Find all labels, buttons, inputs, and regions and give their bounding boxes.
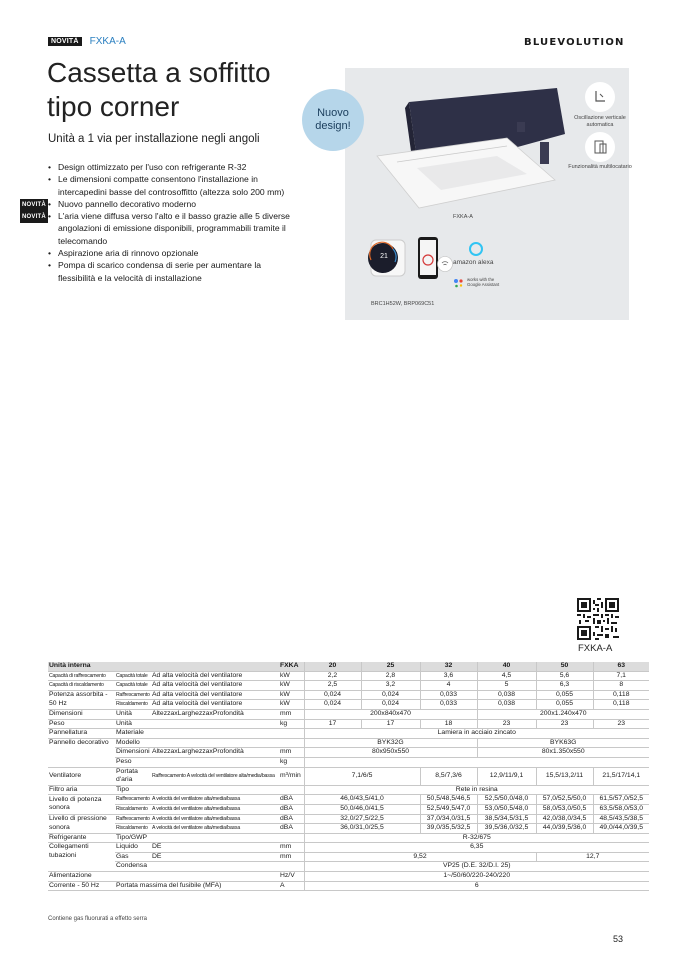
cell-value: 37,0/34,0/31,5: [420, 814, 477, 824]
cell-value: 48,5/43,5/38,5: [593, 814, 649, 824]
header-label: Unità interna: [48, 662, 279, 671]
novita-badge: • NOVITÀ: [20, 211, 48, 223]
row-unit: dBA: [279, 804, 304, 814]
table-row: [48, 738, 649, 748]
table-row: [48, 729, 649, 739]
cell-value: 21,5/17/14,1: [593, 767, 649, 785]
table-row: [48, 881, 649, 891]
qr-code[interactable]: [577, 598, 619, 640]
cell-value: 63,5/58,0/53,0: [593, 804, 649, 814]
row-cond: Capacità totale: [115, 681, 151, 691]
cell-value: VP25 (D.E. 32/D.I. 25): [304, 862, 649, 872]
cell-value: 18: [420, 719, 477, 729]
cell-value: 1~/50/60/220-240/220: [304, 872, 649, 882]
table-row: [48, 785, 649, 795]
page-number: 53: [613, 934, 624, 944]
table-row: [48, 709, 649, 719]
header-row: [48, 36, 126, 47]
cell-value: BYK32G: [304, 738, 477, 748]
table-row: [48, 843, 649, 853]
cell-value: 0,038: [477, 690, 536, 700]
row-sub1: Unità: [115, 719, 151, 729]
row-sub: A velocità del ventilatore alta/media/bassa: [151, 795, 279, 805]
list-item: [48, 247, 293, 259]
row-unit: mm: [279, 843, 304, 853]
row-unit: Hz/V: [279, 872, 304, 882]
table-row: [48, 833, 649, 843]
row-unit: A: [279, 881, 304, 891]
row-group: Pannellatura: [48, 729, 115, 739]
cell-value: 23: [536, 719, 593, 729]
cell-value: 23: [477, 719, 536, 729]
table-row: [48, 700, 649, 710]
table-row: [48, 824, 649, 834]
cell-value: 58,0/53,0/50,5: [536, 804, 593, 814]
multi-tenant-icon: [585, 132, 615, 162]
novita-badge: • NOVITÀ: [20, 199, 48, 211]
qr-label: FXKA-A: [578, 643, 613, 654]
row-group: Ventilatore: [48, 767, 115, 785]
row-unit: mm: [279, 709, 304, 719]
row-unit: dBA: [279, 824, 304, 834]
row-sub1: Portata d'aria: [115, 767, 151, 785]
row-group: Refrigerante: [48, 833, 115, 843]
cell-value: 53,0/50,5/48,0: [477, 804, 536, 814]
cell-value: 0,033: [420, 700, 477, 710]
cell-value: 0,033: [420, 690, 477, 700]
list-item-text: Aspirazione aria di rinnovo opzionale: [58, 248, 199, 259]
cell-value: Lamiera in acciaio zincato: [304, 729, 649, 739]
cell-value: 4: [420, 681, 477, 691]
row-cond: Raffrescamento: [115, 690, 151, 700]
row-sub2: DE: [151, 843, 279, 853]
controllers-caption: BRC1H52W, BRP069C51: [371, 301, 435, 307]
cell-value: 6: [304, 881, 649, 891]
row-unit: kg: [279, 757, 304, 767]
header-model: FXKA: [279, 662, 304, 671]
row-group: Alimentazione: [48, 872, 279, 882]
cell-value: Rete in resina: [304, 785, 649, 795]
cell-value: R-32/675: [304, 833, 649, 843]
row-group: Peso: [48, 719, 115, 729]
row-group: Livello di potenza sonora: [48, 795, 115, 814]
row-sub2: A velocità del ventilatore alta/media/bassa: [186, 772, 275, 779]
row-group: Corrente - 50 Hz: [48, 881, 115, 891]
cell-value: 23: [593, 719, 649, 729]
cassette-unit-illustration: [357, 82, 567, 212]
row-unit: kW: [279, 681, 304, 691]
cell-value: 0,024: [361, 700, 420, 710]
feature-list: [22, 161, 293, 284]
row-unit: m³/min: [279, 767, 304, 785]
row-cond: Riscaldamento: [115, 824, 151, 834]
cell-value: 8: [593, 681, 649, 691]
cell-value: 36,0/31,0/25,5: [304, 824, 420, 834]
row-sub: Ad alta velocità del ventilatore: [151, 700, 279, 710]
table-row: [48, 757, 649, 767]
cell-value: 0,118: [593, 700, 649, 710]
list-item: [48, 161, 293, 173]
row-cond: Raffrescamento: [115, 814, 151, 824]
list-item-text: Le dimensioni compatte consentono l'installazione in intercapedini basse del controsoffitto (altezza solo 200 mm): [58, 174, 285, 197]
cell-value: 2,5: [304, 681, 361, 691]
thermostat-display: 21: [380, 253, 388, 260]
google-assistant-icon: [453, 278, 465, 288]
list-item: [48, 259, 293, 284]
header-col: 63: [593, 662, 649, 671]
novita-badge: NOVITÀ: [48, 37, 82, 46]
feature-label-swing: Oscillazione verticale automatica: [574, 115, 626, 128]
list-item-text: Design ottimizzato per l'uso con refrigerante R-32: [58, 162, 247, 172]
model-code: FXKA-A: [89, 36, 126, 47]
row-sub2: DE: [151, 852, 279, 862]
cell-value: 50,5/48,5/46,5: [420, 795, 477, 805]
header-col: 32: [420, 662, 477, 671]
cell-value: 12,9/11/9,1: [477, 767, 536, 785]
table-row: [48, 767, 649, 785]
cell-value: 61,5/57,0/52,5: [593, 795, 649, 805]
cell-value: 4,5: [477, 671, 536, 681]
row-sub1: Liquido: [115, 843, 151, 853]
cell-value: 50,0/46,0/41,5: [304, 804, 420, 814]
list-item-text: Pompa di scarico condensa di serie per aumentare la flessibilità e la velocità di installazione: [58, 260, 262, 283]
cell-value: 44,0/39,5/36,0: [536, 824, 593, 834]
row-unit: kW: [279, 700, 304, 710]
row-group: Pannello decorativo: [48, 738, 115, 767]
cell-value: 32,0/27,5/22,5: [304, 814, 420, 824]
cell-value: 3,6: [420, 671, 477, 681]
table-row: [48, 795, 649, 805]
title-line-2: tipo corner: [47, 91, 180, 122]
row-sub2: AltezzaxLarghezzaxProfondità: [151, 748, 279, 758]
cell-value: 0,024: [304, 700, 361, 710]
cell-value: 49,0/44,0/39,5: [593, 824, 649, 834]
row-group: Capacità di raffrescamento: [48, 671, 115, 681]
wifi-adapter-icon: [437, 256, 453, 272]
cell-value: 42,0/38,0/34,5: [536, 814, 593, 824]
row-sub2: AltezzaxLarghezzaxProfondità: [151, 709, 279, 719]
row-sub: A velocità del ventilatore alta/media/bassa: [151, 804, 279, 814]
cell-value: 5,6: [536, 671, 593, 681]
cell-value: 200x1.240x470: [477, 709, 649, 719]
row-sub1: Modello: [115, 738, 279, 748]
table-row: [48, 852, 649, 862]
cell-value: 8,5/7,3/6: [420, 767, 477, 785]
row-group: Collegamenti tubazioni: [48, 843, 115, 872]
cell-value: 80x1.350x550: [477, 748, 649, 758]
row-sub1: Unità: [115, 709, 151, 719]
cell-value: 17: [304, 719, 361, 729]
cell-value: 2,8: [361, 671, 420, 681]
row-cond: Riscaldamento: [115, 700, 151, 710]
cell-value: 7,1: [593, 671, 649, 681]
header-col: 50: [536, 662, 593, 671]
row-sub1: Materiale: [115, 729, 279, 739]
row-sub: Ad alta velocità del ventilatore: [151, 671, 279, 681]
unit-caption: FXKA-A: [453, 214, 473, 220]
cell-value: 46,0/43,5/41,0: [304, 795, 420, 805]
row-unit: mm: [279, 748, 304, 758]
cell-value: 0,118: [593, 690, 649, 700]
row-unit: dBA: [279, 795, 304, 805]
row-cond: Raffrescamento: [152, 772, 186, 779]
list-item-text: Nuovo pannello decorativo moderno: [58, 198, 197, 209]
row-sub: Ad alta velocità del ventilatore: [151, 690, 279, 700]
feature-label-multitenant: Funzionalità multilocatario: [568, 164, 632, 170]
cell-value: 39,0/35,5/32,5: [420, 824, 477, 834]
alexa-icon: [469, 242, 483, 256]
google-label: works with the Google Assistant: [467, 277, 500, 287]
title-line-1: Cassetta a soffitto: [47, 57, 271, 88]
header-col: 25: [361, 662, 420, 671]
cell-value: 7,1/6/5: [304, 767, 420, 785]
table-header-row: [48, 662, 649, 671]
product-photo-panel: [345, 68, 632, 320]
brand-logo: BLUEVOLUTION: [524, 37, 625, 48]
row-group: Potenza assorbita - 50 Hz: [48, 690, 115, 709]
table-row: [48, 862, 649, 872]
cell-value: 0,024: [304, 690, 361, 700]
alexa-label: amazon alexa: [453, 259, 494, 266]
row-cond: Raffrescamento: [115, 795, 151, 805]
smartphone-app-illustration: [417, 236, 439, 280]
cell-value: 80x950x550: [304, 748, 477, 758]
cell-value: 200x840x470: [304, 709, 477, 719]
subtitle: Unità a 1 via per installazione negli angoli: [48, 133, 260, 145]
row-sub1: Peso: [115, 757, 279, 767]
table-row: [48, 814, 649, 824]
row-cond: Capacità totale: [115, 671, 151, 681]
cell-value: 0,055: [536, 690, 593, 700]
table-row: [48, 681, 649, 691]
cell-value: 6,35: [304, 843, 649, 853]
table-row: [48, 719, 649, 729]
footnote: Contiene gas fluorurati a effetto serra: [48, 916, 147, 922]
row-group: Livello di pressione sonora: [48, 814, 115, 833]
vertical-swing-icon: [585, 82, 615, 112]
cell-value: 52,5/49,5/47,0: [420, 804, 477, 814]
row-group: Dimensioni: [48, 709, 115, 719]
row-sub1: Condensa: [115, 862, 279, 872]
cell-value: 57,0/52,5/50,0: [536, 795, 593, 805]
header-col: 40: [477, 662, 536, 671]
cell-value: 52,5/50,0/48,0: [477, 795, 536, 805]
cell-value: 17: [361, 719, 420, 729]
row-unit: kW: [279, 690, 304, 700]
row-sub: A velocità del ventilatore alta/media/bassa: [151, 814, 279, 824]
table-row: [48, 872, 649, 882]
spec-table: [48, 662, 649, 891]
cell-value: 39,5/36,0/32,5: [477, 824, 536, 834]
header-col: 20: [304, 662, 361, 671]
cell-value: 0,024: [361, 690, 420, 700]
list-item: [22, 198, 293, 210]
row-unit: kg: [279, 719, 304, 729]
row-sub1: Portata massima del fusibile (MFA): [115, 881, 279, 891]
row-group: Capacità di riscaldamento: [48, 681, 115, 691]
cell-value: 0,038: [477, 700, 536, 710]
row-sub1: Tipo: [115, 785, 279, 795]
cell-value: 38,5/34,5/31,5: [477, 814, 536, 824]
cell-value: 2,2: [304, 671, 361, 681]
new-design-bubble: Nuovo design!: [302, 89, 364, 151]
cell-value: 9,52: [304, 852, 536, 862]
cell-value: BYK63G: [477, 738, 649, 748]
list-item: [22, 210, 293, 247]
row-unit: dBA: [279, 814, 304, 824]
cell-value: 15,5/13,2/11: [536, 767, 593, 785]
cell-value: 0,055: [536, 700, 593, 710]
row-sub: Ad alta velocità del ventilatore: [151, 681, 279, 691]
row-unit: mm: [279, 852, 304, 862]
page-title: [47, 56, 327, 124]
row-group: Filtro aria: [48, 785, 115, 795]
cell-value: 5: [477, 681, 536, 691]
row-unit: kW: [279, 671, 304, 681]
table-row: [48, 748, 649, 758]
cell-value: 12,7: [536, 852, 649, 862]
row-sub1: Tipo/GWP: [115, 833, 279, 843]
row-sub1: Dimensioni: [115, 748, 151, 758]
cell-value: 3,2: [361, 681, 420, 691]
table-row: [48, 690, 649, 700]
table-row: [48, 804, 649, 814]
row-sub: A velocità del ventilatore alta/media/bassa: [151, 824, 279, 834]
row-sub1: Gas: [115, 852, 151, 862]
row-cond: Riscaldamento: [115, 804, 151, 814]
list-item-text: L'aria viene diffusa verso l'alto e il basso grazie alle 5 diverse angolazioni di emissione disponibili, programmabili tramite il telecomando: [58, 211, 290, 246]
table-row: [48, 671, 649, 681]
list-item: [48, 173, 293, 198]
cell-value: 6,3: [536, 681, 593, 691]
